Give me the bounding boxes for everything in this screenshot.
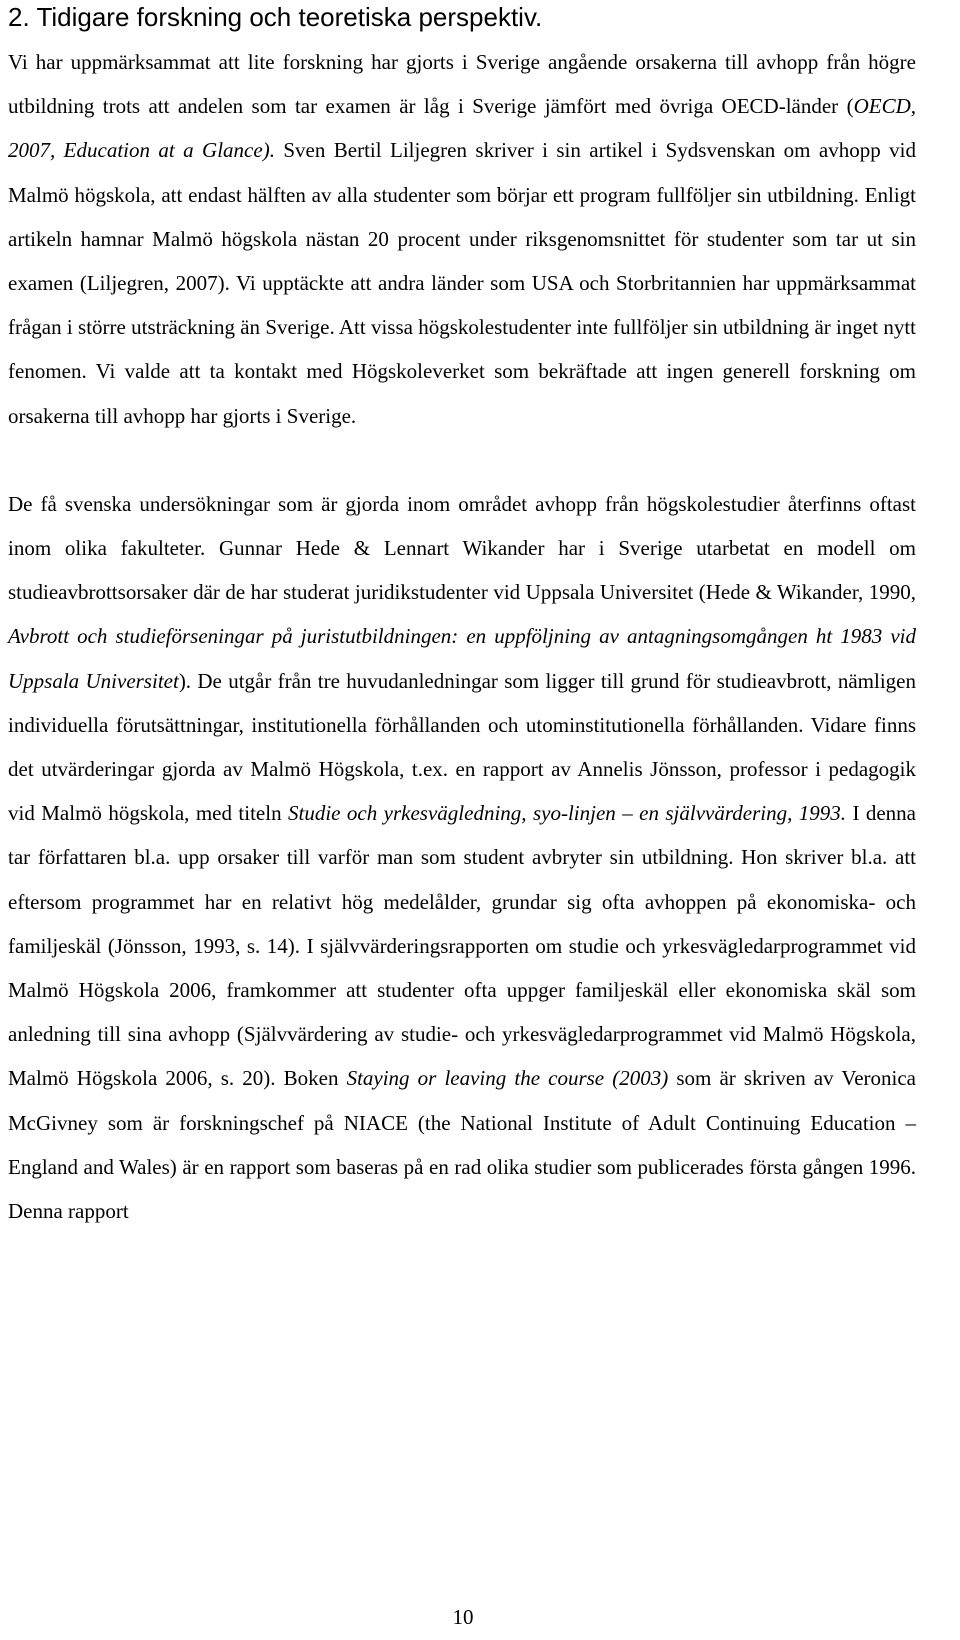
paragraph-1 [8,40,916,438]
citation-italic: Studie och yrkesvägledning, syo-linjen – en självvärdering, 1993. [288,801,847,826]
section-heading: 2. Tidigare forskning och teoretiska perspektiv. [8,2,543,32]
text-run: ). De utgår från tre huvudanledningar som ligger till grund för studieavbrott, nämligen individuella förutsättningar, institutionella förhållanden och utominstitutionella förhållanden. Vidare finns det utvärderingar gjorda av Malmö Högskola, t.ex. en rapport av Annelis Jönsson, professor i pedagogik vid Malmö högskola, med titeln [8,668,916,826]
text-run: Sven Bertil Liljegren skriver i sin artikel i Sydsvenskan om avhopp vid Malmö högskola, att endast hälften av alla studenter som börjar ett program fullföljer sin utbildning. Enligt artikeln hamnar Malmö högskola nästan 20 procent under riksgenomsnittet för studenter som tar ut sin examen (Liljegren, 2007). Vi upptäckte att andra länder som USA och Storbritannien har uppmärksammat frågan i större utsträckning än Sverige. Att vissa högskolestudenter inte fullföljer sin utbildning är inget nytt fenomen. Vi valde att ta kontakt med Högskoleverket som bekräftade att ingen generell forskning om orsakerna till avhopp har gjorts i Sverige. [8,138,916,428]
document-page [8,0,916,1233]
page-number: 10 [452,1605,474,1629]
text-run: Vi har uppmärksammat att lite forskning har gjorts i Sverige angående orsakerna till avhopp från högre utbildning trots att andelen som tar examen är låg i Sverige jämfört med övriga OECD-länder ( [8,50,916,119]
paragraph-2 [8,482,916,1233]
citation-italic: Avbrott och studieförseningar på juristutbildningen: en uppföljning av antagningsomgången ht 1983 vid Uppsala Universitet [8,624,916,693]
text-run: De få svenska undersökningar som är gjorda inom området avhopp från högskolestudier återfinns oftast inom olika fakulteter. Gunnar Hede & Lennart Wikander har i Sverige utarbetat en modell om studieavbrottsorsaker där de har studerat juridikstudenter vid Uppsala Universitet (Hede & Wikander, 1990, [8,491,916,605]
citation-italic: Staying or leaving the course (2003) [346,1066,669,1091]
citation-italic: OECD, 2007, Education at a Glance). [8,94,916,163]
text-run: som är skriven av Veronica McGivney som är forskningschef på NIACE (the National Institute of Adult Continuing Education – England and Wales) är en rapport som baseras på en rad olika studier som publicerades första gången 1996. Denna rapport [8,1066,916,1224]
text-run: I denna tar författaren bl.a. upp orsaker till varför man som student avbryter sin utbildning. Hon skriver bl.a. att eftersom programmet har en relativt hög medelålder, grundar sig ofta avhoppen på ekonomiska- och familjeskäl (Jönsson, 1993, s. 14). I självvärderingsrapporten om studie och yrkesvägledarprogrammet vid Malmö Högskola 2006, framkommer att studenter ofta uppger familjeskäl eller ekonomiska skäl som anledning till sina avhopp (Självvärdering av studie- och yrkesvägledarprogrammet vid Malmö Högskola, Malmö Högskola 2006, s. 20). Boken [8,801,917,1091]
